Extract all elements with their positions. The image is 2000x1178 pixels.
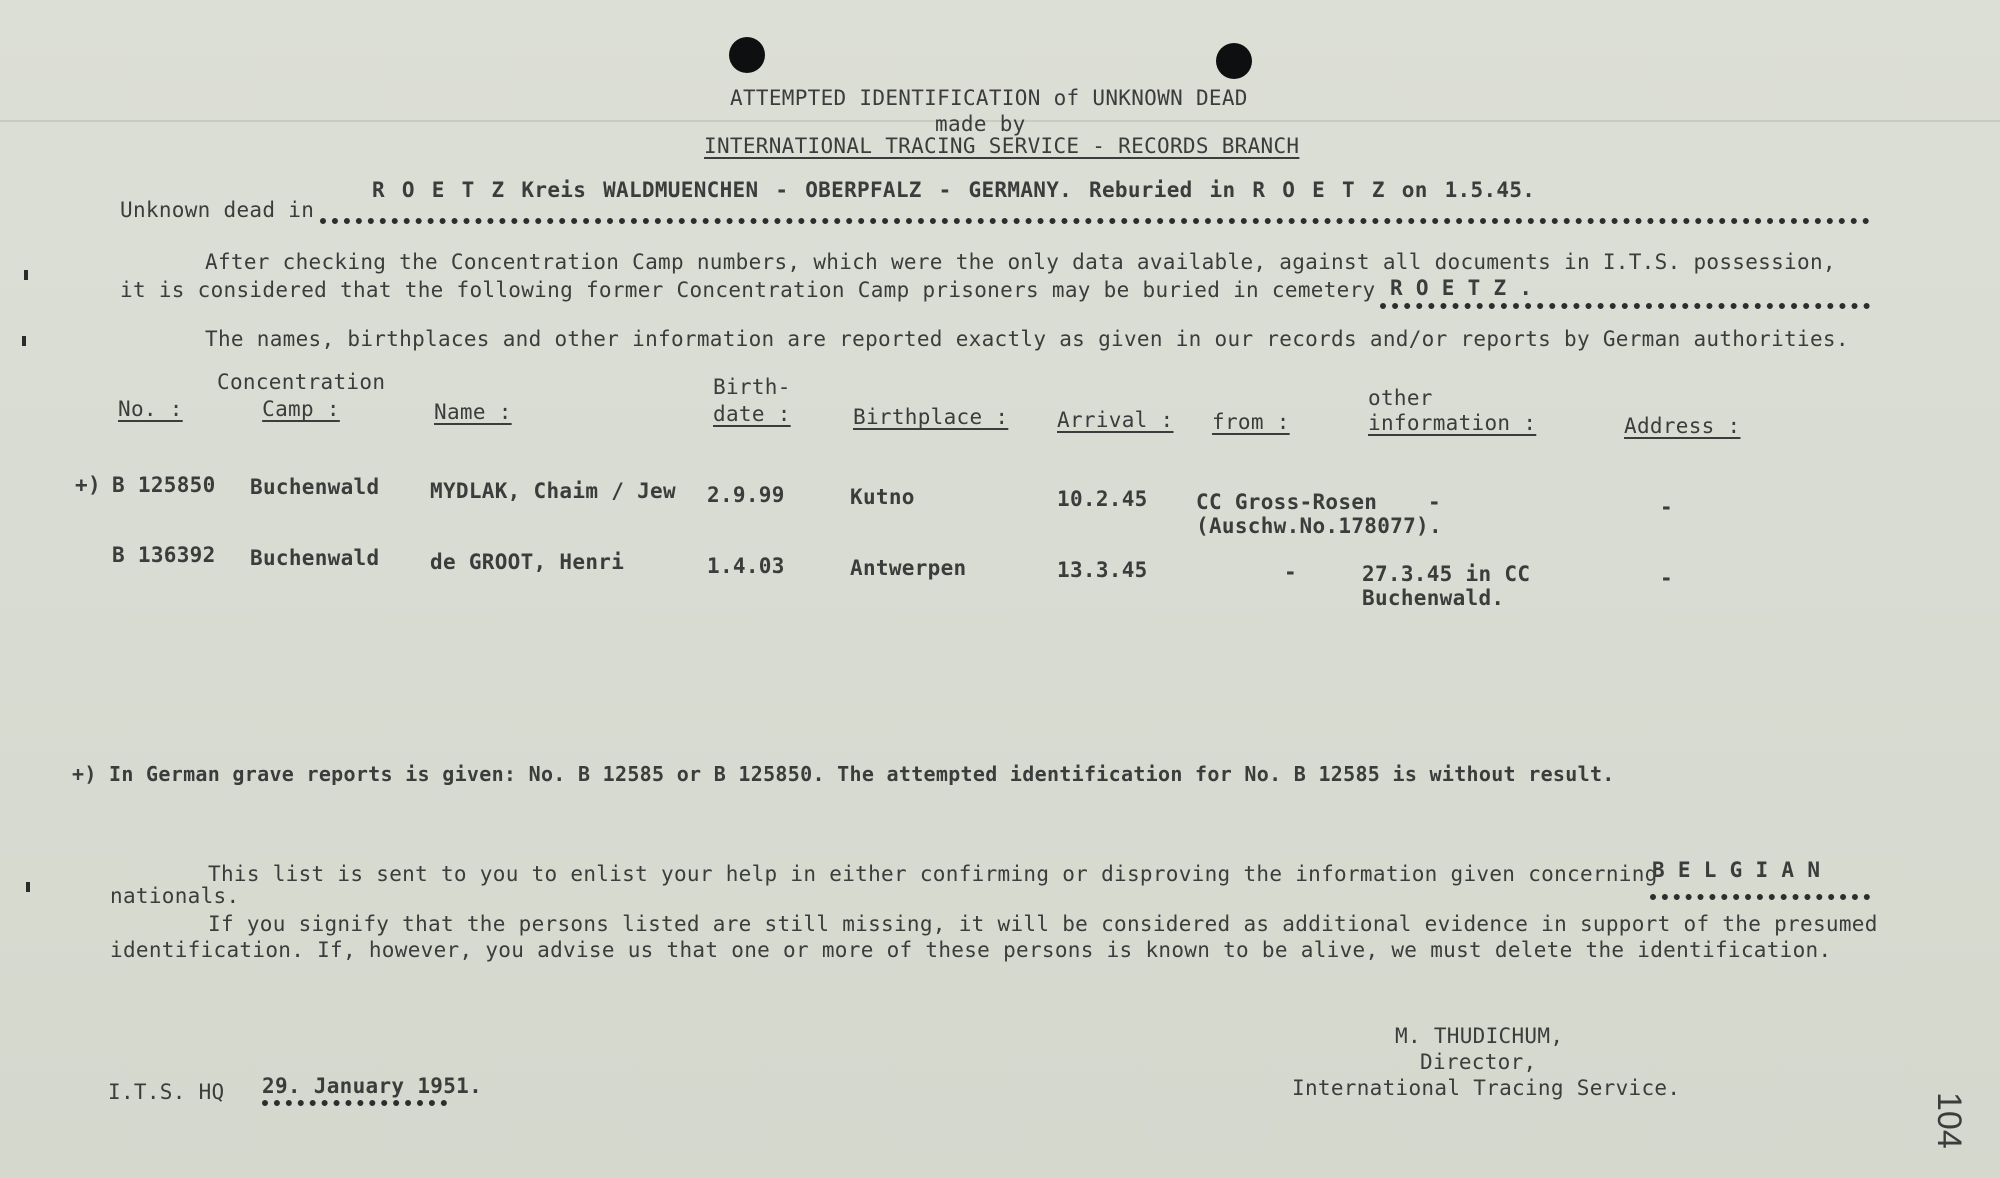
footnote: +) In German grave reports is given: No. B 12585 or B 125850. The attempted identification for No. B 12585 is without result.: [72, 762, 1615, 786]
row-other: 27.3.45 in CC: [1362, 562, 1531, 586]
intro-line-1: After checking the Concentration Camp numbers, which were the only data available, against all documents in I.T.S. possession,: [205, 250, 1836, 274]
header-no: No. :: [118, 397, 183, 421]
signature-name: M. THUDICHUM,: [1395, 1024, 1564, 1048]
row-other-2: Buchenwald.: [1362, 586, 1505, 610]
header-birthplace: Birthplace :: [853, 405, 1009, 429]
location-text: R O E T Z Kreis WALDMUENCHEN - OBERPFALZ - GERMANY. Reburied in R O E T Z on 1.5.45.: [372, 178, 1536, 202]
cemetery-name: R O E T Z .: [1390, 276, 1533, 300]
dotted-leader: [320, 218, 1870, 224]
header-other-1: other: [1368, 386, 1433, 410]
header-camp-2: Camp :: [262, 397, 340, 421]
punch-hole-left: [729, 37, 765, 73]
request-line-1: This list is sent to you to enlist your help in either confirming or disproving the information given concerning: [208, 862, 1658, 886]
row-no: B 125850: [112, 473, 216, 497]
title-line-2: made by: [935, 112, 1026, 136]
row-name: de GROOT, Henri: [430, 550, 625, 574]
intro-line-2: it is considered that the following former Concentration Camp prisoners may be buried in cemetery: [120, 278, 1376, 302]
request-line-3: If you signify that the persons listed are still missing, it will be considered as additional evidence in support of the presumed: [208, 912, 1878, 936]
row-other: -: [1428, 490, 1441, 514]
row-no: B 136392: [112, 543, 216, 567]
row-birthdate: 2.9.99: [707, 483, 785, 507]
row-address: -: [1660, 495, 1673, 519]
header-from: from :: [1212, 410, 1290, 434]
row-birthplace: Kutno: [850, 485, 915, 509]
row-name: MYDLAK, Chaim / Jew: [430, 479, 676, 503]
request-line-4: identification. If, however, you advise us that one or more of these persons is known to be alive, we must delete the identification.: [110, 938, 1832, 962]
header-arrival: Arrival :: [1057, 408, 1174, 432]
unknown-dead-label: Unknown dead in: [120, 198, 315, 222]
signature-title: Director,: [1420, 1050, 1537, 1074]
header-birth-1: Birth-: [713, 375, 791, 399]
request-line-2: nationals.: [110, 884, 240, 908]
page-number: 104: [1930, 1092, 1968, 1149]
header-address: Address :: [1624, 414, 1741, 438]
row-birthplace: Antwerpen: [850, 556, 967, 580]
row-camp: Buchenwald: [250, 475, 380, 499]
dotted-leader: [1380, 303, 1870, 309]
title-line-1: ATTEMPTED IDENTIFICATION of UNKNOWN DEAD: [730, 86, 1248, 110]
margin-mark: [26, 882, 30, 892]
row-from-1: -: [1284, 560, 1297, 584]
header-camp-1: Concentration: [217, 370, 386, 394]
row-arrival: 10.2.45: [1057, 487, 1148, 511]
row-birthdate: 1.4.03: [707, 554, 785, 578]
header-other-2: information :: [1368, 411, 1537, 435]
signature-org: International Tracing Service.: [1292, 1076, 1681, 1100]
punch-hole-right: [1216, 43, 1252, 79]
header-name: Name :: [434, 400, 512, 424]
row-camp: Buchenwald: [250, 546, 380, 570]
footer-hq: I.T.S. HQ: [108, 1080, 225, 1104]
margin-mark: [24, 270, 28, 280]
nationality: B E L G I A N: [1652, 858, 1821, 882]
row-from-1: CC Gross-Rosen: [1196, 490, 1378, 514]
row-mark: +): [75, 473, 101, 497]
title-line-3: INTERNATIONAL TRACING SERVICE - RECORDS BRANCH: [704, 134, 1300, 158]
dotted-leader: [262, 1100, 447, 1106]
dotted-leader: [1650, 894, 1870, 900]
row-arrival: 13.3.45: [1057, 558, 1148, 582]
footer-date: 29. January 1951.: [262, 1074, 483, 1098]
margin-mark: [22, 336, 26, 346]
row-from-2: (Auschw.No.178077).: [1196, 514, 1442, 538]
row-address: -: [1660, 566, 1673, 590]
header-birth-2: date :: [713, 402, 791, 426]
intro-line-3: The names, birthplaces and other information are reported exactly as given in our records and/or reports by German authorities.: [205, 327, 1849, 351]
